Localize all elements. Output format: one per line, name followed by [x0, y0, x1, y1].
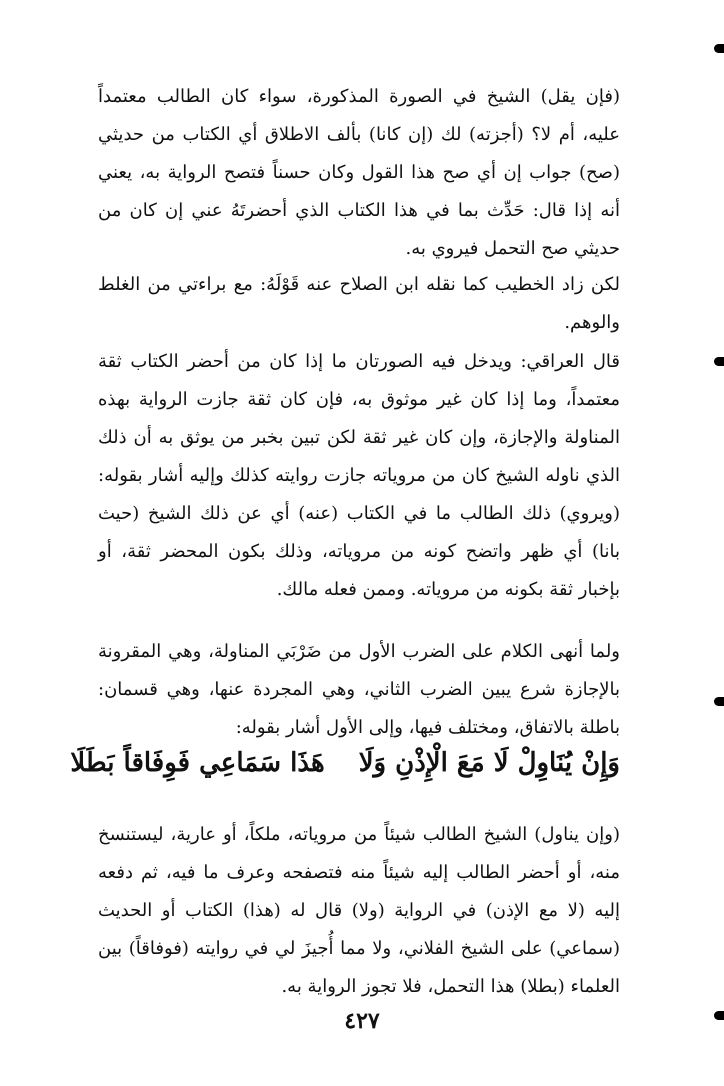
page-edge-mark [714, 357, 724, 366]
verse-second-hemistich: هَذَا سَمَاعِي فَوِفَاقاً بَطَلَا [70, 748, 325, 778]
page-edge-mark [714, 697, 724, 706]
verse-first-hemistich: وَإِنْ يُنَاوِلْ لَا مَعَ الْإِذْنِ وَلَا [358, 748, 620, 778]
commentary-paragraph: ولما أنهى الكلام على الضرب الأول من ضَرْبَي المناولة، وهي المقرونة بالإجازة شرع يبين الضرب الثاني، وهي المجردة عنها، وهي قسمان: باطلة بالاتفاق، ومختلف فيها، وإلى الأول أشار بقوله: [98, 641, 620, 738]
page-number: ٤٢٧ [344, 1008, 380, 1034]
commentary-paragraph: (فإن يقل) الشيخ في الصورة المذكورة، سواء كان الطالب معتمداً عليه، أم لا؟ (أجزته) لك (إن كانا) بألف الاطلاق أي الكتاب من حديثي (صح) جواب إن أي صح هذا القول وكان حسناً فتصح الرواية به، يعني أنه إذا قال: حَدِّث بما في هذا الكتاب الذي أحضرتَهُ عني إن كان من حديثي صح التحمل فيروي به. [98, 86, 620, 259]
commentary-paragraph: (وإن يناول) الشيخ الطالب شيئاً من مروياته، ملكاً، أو عارية، ليستنسخ منه، أو أحضر الطالب إليه شيئاً منه فتصفحه وعرف ما فيه، ثم دفعه إليه (لا مع الإذن) في الرواية (ولا) قال له (هذا) الكتاب أو الحديث (سماعي) على الشيخ الفلاني، ولا مما أُجيزَ لي في روايته (فوفاقاً) بين العلماء (بطلا) هذا التحمل، فلا تجوز الرواية به. [98, 824, 620, 997]
page-edge-mark [714, 44, 724, 53]
commentary-paragraph: لكن زاد الخطيب كما نقله ابن الصلاح عنه قَوْلَهُ: مع براءتي من الغلط والوهم. [98, 274, 620, 333]
commentary-paragraph: قال العراقي: ويدخل فيه الصورتان ما إذا كان من أحضر الكتاب ثقة معتمداً، وما إذا كان غير موثوق به، فإن كان ثقة جازت الرواية بهذه المناولة والإجازة، وإن كان غير ثقة لكن تبين بخبر من يوثق به أن ذلك الذي ناوله الشيخ كان من مروياته جازت روايته كذلك وإليه أشار بقوله: (ويروي) ذلك الطالب ما في الكتاب (عنه) أي عن ذلك الشيخ (حيث بانا) أي ظهر واتضح كونه من مروياته، وذلك بكون المحضر ثقة، أو بإخبار ثقة بكونه من مروياته. وممن فعله مالك. [98, 351, 620, 600]
poem-verse [70, 738, 620, 788]
